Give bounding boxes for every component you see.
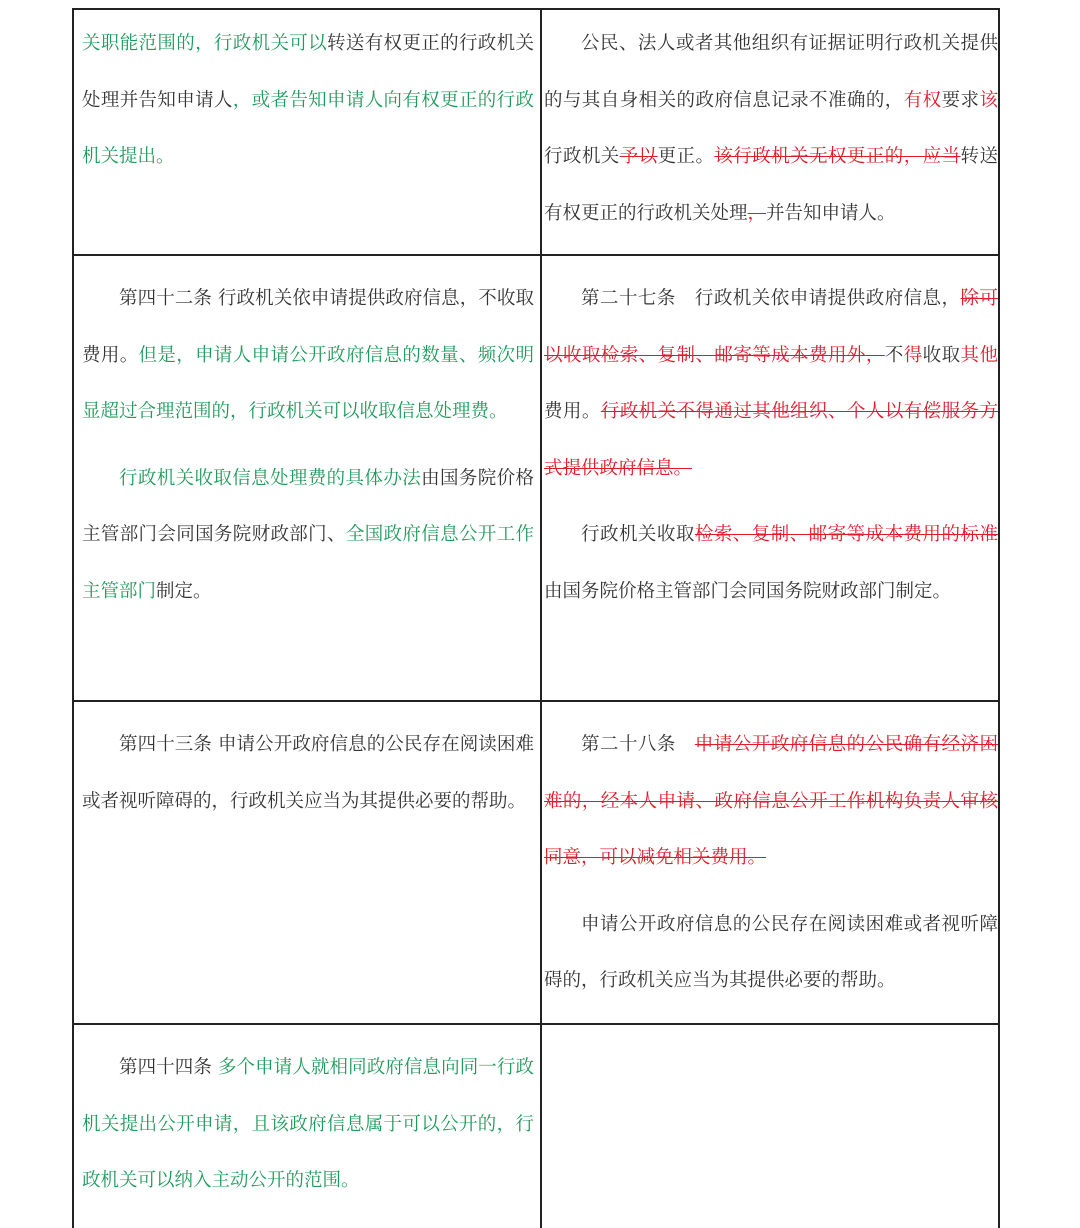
row2-right-cell [544, 271, 998, 620]
text-run: ， [747, 202, 767, 224]
text-run: 该行政机关无权更正的，应当 [714, 146, 961, 167]
text-run: 收取 [922, 344, 961, 366]
row2-left-cell [82, 271, 534, 620]
text-run: 予以 [619, 146, 658, 167]
text-run: 该 [979, 89, 998, 111]
text-run: 行政机关收取信息处理费的具体办法 [119, 467, 422, 489]
row-divider-1 [74, 254, 998, 256]
text-run: 费用。 [544, 401, 601, 422]
text-run: 第二十八条 [581, 734, 695, 755]
text-run: 申请公开政府信息的公民确有经济困难的，经本人申请、政府信息公开工作机构负责人审核同意，可以减免相关费用。 [544, 734, 998, 868]
row1-right-text [544, 16, 998, 242]
text-run: 申请公开政府信息的公民存在阅读困难或者视听障碍的，行政机关应当为其提供必要的帮助。 [544, 913, 998, 991]
text-run: 检索、复制、邮寄等成本费用的标准 [694, 524, 998, 545]
text-run: 由国务院价格主管部门会同国务院财政部门制定。 [544, 580, 952, 602]
text-run: 第二十七条 行政机关依申请提供政府信息， [581, 288, 961, 309]
text-run: ，或者告知申请人向有权更正的行政机关提出。 [82, 89, 534, 167]
text-run: 全国政府信息公开工作主管部门 [82, 524, 534, 602]
article-28-para1 [544, 717, 998, 887]
text-run: 多个申请人就相同政府信息向同一行政机关提出公开申请，且该政府信息属于可以公开的，行政机关可以纳入主动公开的范围。 [82, 1057, 534, 1191]
text-run: 得 [903, 344, 923, 366]
text-run: 公民、法人或者其他组织有证据证明行政机关提供的与其自身相关的政府信息记录不准确的， [544, 33, 998, 111]
text-run: 有权 [903, 89, 942, 111]
row1-left-cell [82, 16, 534, 186]
row3-left-cell [82, 717, 534, 830]
text-run: 不 [884, 344, 904, 366]
article-42-para2 [82, 451, 534, 621]
article-27-para1 [544, 271, 998, 497]
text-run: 由国务院价格主管部门会同国务院财政部门、 [82, 467, 534, 545]
text-run: 除可以收取检索、复制、邮寄等成本费用外， [544, 288, 998, 366]
article-28-para2 [544, 897, 998, 1010]
text-run: 但是，申请人申请公开政府信息的数量、频次明显超过合理范围的，行政机关可以收取信息处理费。 [82, 344, 534, 422]
text-run: 更正。 [657, 146, 715, 167]
text-run: 行政机关收取 [581, 524, 695, 545]
text-run: 转送有权更正的行政机关处理并告知申请人 [82, 33, 534, 111]
comparison-table [72, 8, 1000, 1228]
text-run: 行政机关 [544, 146, 620, 167]
text-run: 制定。 [156, 580, 212, 602]
article-27-para2 [544, 507, 998, 620]
row1-left-text [82, 16, 534, 186]
row1-right-cell [544, 16, 998, 242]
text-run: 转送有权更正的行政机关处理 [544, 146, 998, 224]
row-divider-2 [74, 700, 998, 702]
text-run: 要求 [941, 89, 980, 111]
row4-left-cell [82, 1040, 534, 1210]
text-run: 其他 [960, 344, 998, 366]
article-43-para1 [82, 717, 534, 830]
row-divider-3 [74, 1023, 998, 1025]
column-divider [540, 10, 542, 1228]
text-run: 第四十二条 行政机关依申请提供政府信息，不收取费用。 [82, 288, 534, 366]
text-run: 第四十四条 [119, 1057, 218, 1078]
text-run: 并告知申请人。 [766, 202, 896, 224]
text-run: 关职能范围的，行政机关可以 [82, 33, 328, 54]
article-42-para1 [82, 271, 534, 441]
article-44-para1 [82, 1040, 534, 1210]
row3-right-cell [544, 717, 998, 1010]
text-run: 行政机关不得通过其他组织、个人以有偿服务方式提供政府信息。 [544, 401, 998, 479]
text-run: 第四十三条 申请公开政府信息的公民存在阅读困难或者视听障碍的，行政机关应当为其提供必要的帮助。 [82, 734, 534, 812]
